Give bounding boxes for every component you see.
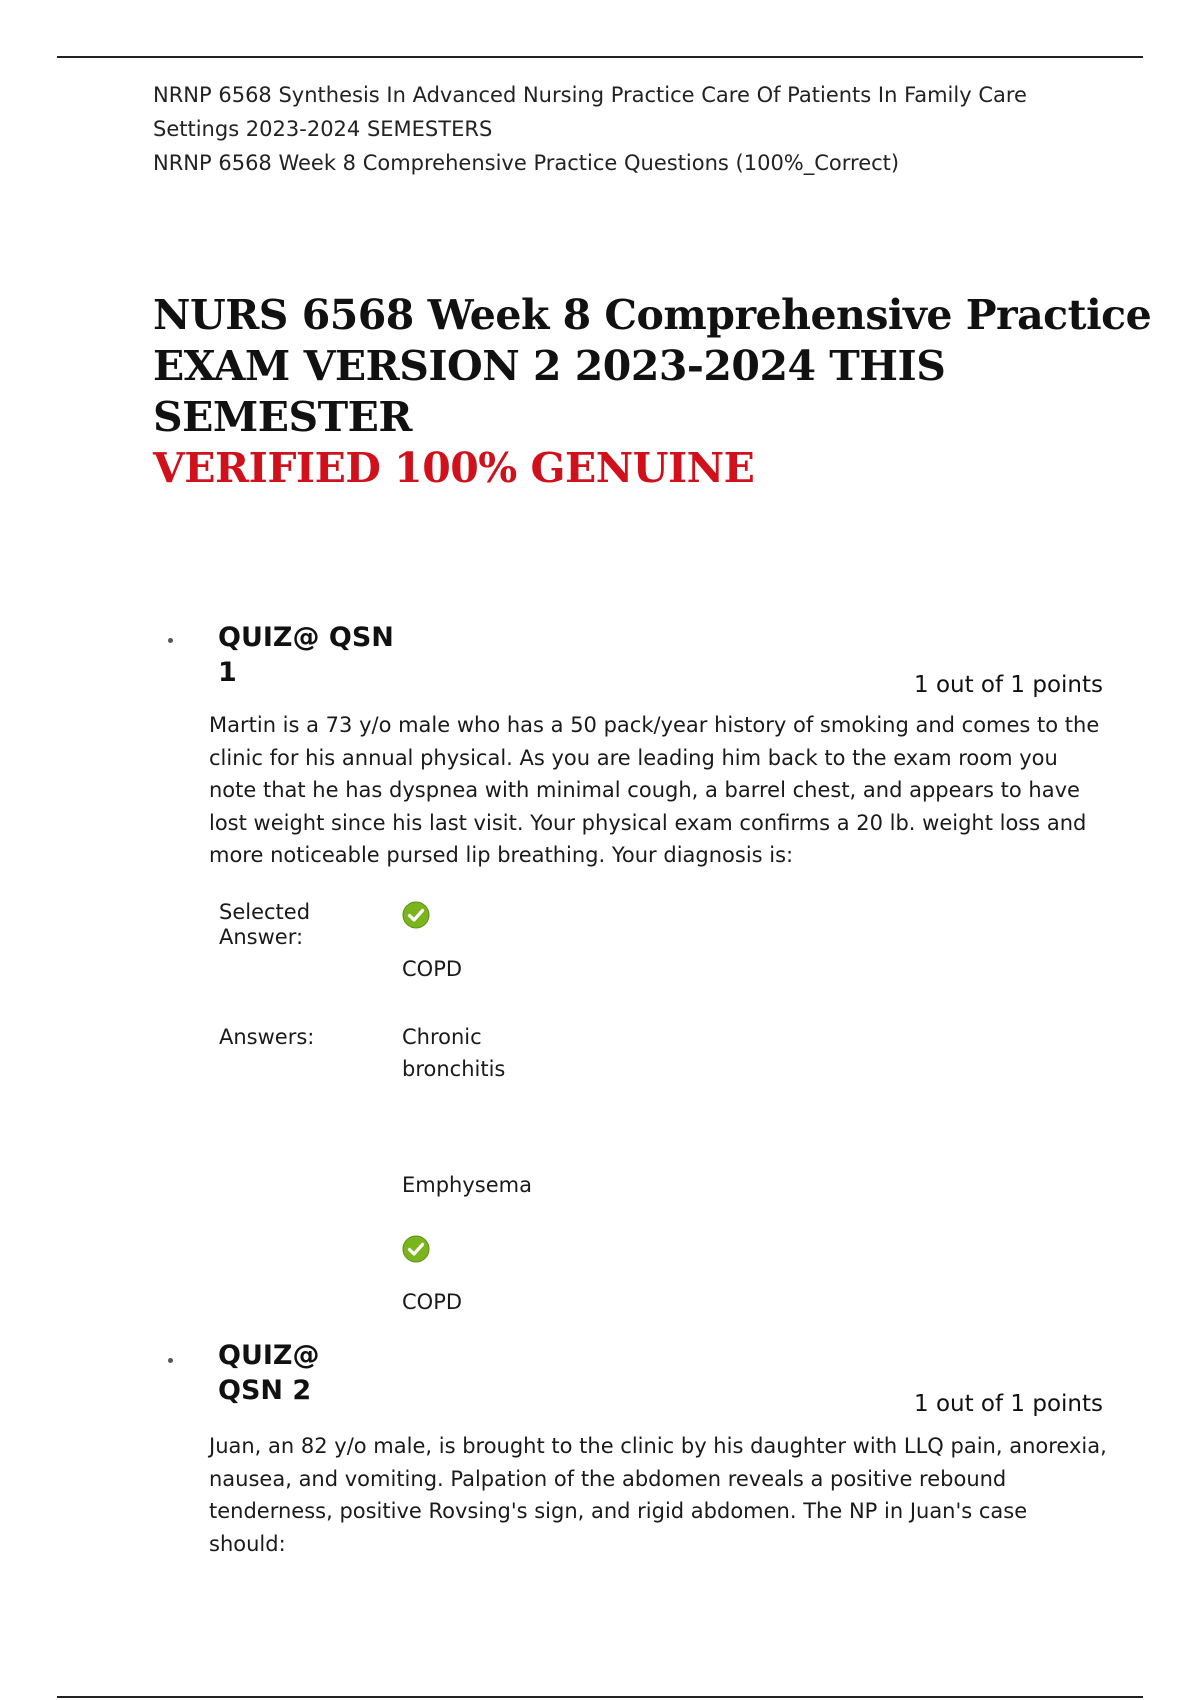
question-2-bullet — [168, 1358, 173, 1363]
question-1-title-line-2: 1 — [218, 657, 237, 688]
answer-option-2: Emphysema — [402, 1173, 532, 1197]
question-2-title-line-2: QSN 2 — [218, 1375, 312, 1406]
document-header — [153, 78, 1103, 180]
header-line-3: NRNP 6568 Week 8 Comprehensive Practice Questions (100%_Correct) — [153, 151, 900, 175]
question-1-title-line-1: QUIZ@ QSN — [218, 622, 394, 653]
title-line-1: NURS 6568 Week 8 Comprehensive Practice — [153, 291, 1152, 339]
bottom-rule — [57, 1696, 1143, 1698]
title-verified-line: VERIFIED 100% GENUINE — [153, 444, 755, 492]
title-line-2: EXAM VERSION 2 2023-2024 THIS SEMESTER — [153, 342, 946, 441]
question-1-bullet — [168, 638, 173, 643]
selected-answer-label-line-1: Selected — [219, 900, 311, 924]
answer-option-1 — [402, 1021, 505, 1085]
document-title — [153, 290, 1173, 494]
question-1-text: Martin is a 73 y/o male who has a 50 pack/year history of smoking and comes to the clinic for his annual physical. As you are leading him back to the exam room you note that he has dyspnea with minimal cough, a barrel chest, and appears to have lost weight since his last visit. Your physical exam confirms a 20 lb. weight loss and more noticeable pursed lip breathing. Your diagnosis is: — [209, 713, 1100, 867]
header-line-2: Settings 2023-2024 SEMESTERS — [153, 117, 493, 141]
question-1-points: 1 out of 1 points — [914, 672, 1103, 698]
top-rule — [57, 56, 1143, 58]
answer-option-1-line-2: bronchitis — [402, 1057, 506, 1081]
question-2-title-line-1: QUIZ@ — [218, 1340, 320, 1371]
selected-answer-label-line-2: Answer: — [219, 925, 304, 949]
selected-answer-label — [219, 900, 310, 950]
selected-answer-value: COPD — [402, 957, 463, 981]
question-2-title — [218, 1338, 320, 1408]
correct-check-icon — [402, 1235, 430, 1263]
answer-option-1-line-1: Chronic — [402, 1025, 482, 1049]
question-1-title — [218, 620, 394, 690]
header-line-1: NRNP 6568 Synthesis In Advanced Nursing Practice Care Of Patients In Family Care — [153, 83, 1027, 107]
answers-label: Answers: — [219, 1025, 315, 1049]
answer-option-3: COPD — [402, 1290, 463, 1314]
question-2-text: Juan, an 82 y/o male, is brought to the clinic by his daughter with LLQ pain, anorexia, nausea, and vomiting. Palpation of the abdomen reveals a positive rebound tenderness, positive Rovsing's sign, and rigid abdomen. The NP in Juan's case should: — [209, 1434, 1107, 1556]
correct-check-icon — [402, 901, 430, 929]
question-2-points: 1 out of 1 points — [914, 1391, 1103, 1417]
